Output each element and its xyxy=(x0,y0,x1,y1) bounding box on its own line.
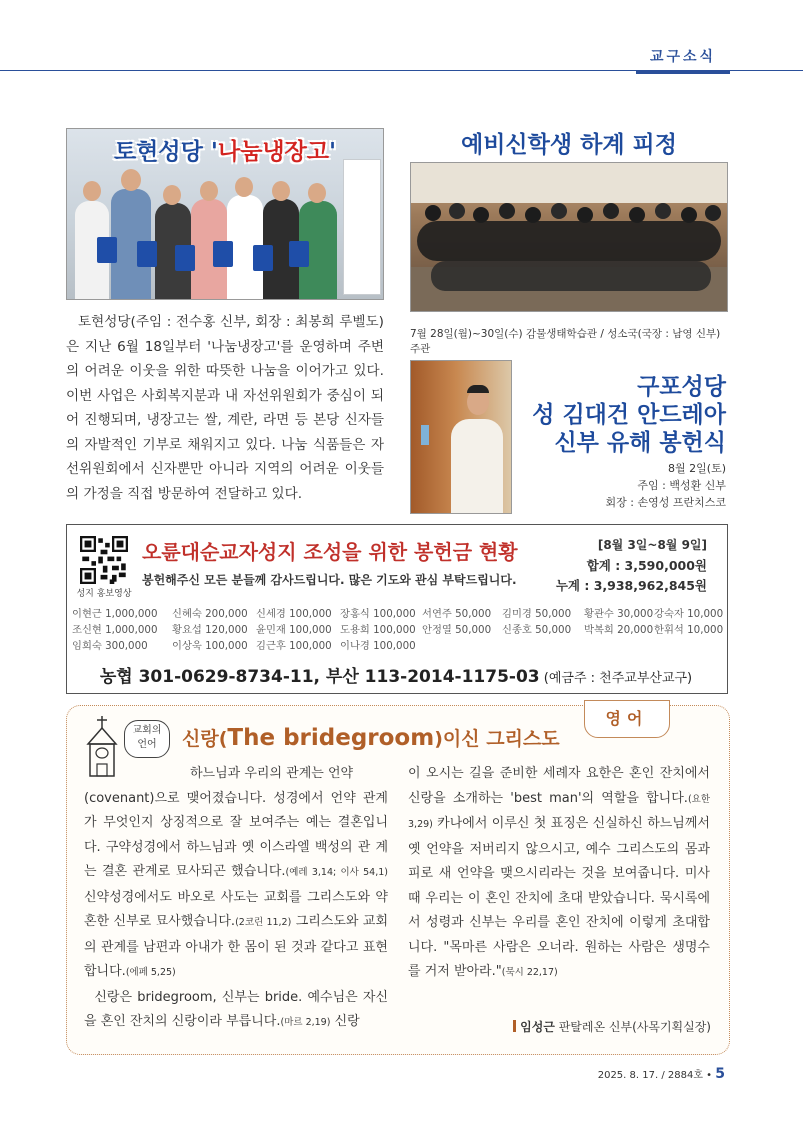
donor-entry: 강숙자 10,000 xyxy=(654,608,724,620)
donor-entry: 신종호 50,000 xyxy=(502,624,572,636)
tohyeon-photo xyxy=(66,128,384,300)
tohyeon-article-body: 토현성당(주임 : 전수홍 신부, 회장 : 최봉희 루벨도)은 지난 6월 18일부터 '나눔냉장고'를 운영하며 주변의 어려운 이웃을 위한 따뜻한 나눔을 이어가고 있다. 이번 사업은 사회복지분과 내 자선위원회가 중심이 되어 진행되며, 냉장고는 쌀, 계란, 라면 등 본당 신자들의 자발적인 기부로 채워지고 있다. 나눔 식품들은 자선위원회에서 신자뿐만 아니라 지역의 어려운 이웃들의 가정을 직접 방문하여 전달하고 있다. xyxy=(66,314,384,502)
donation-thanks: 봉헌해주신 모든 분들께 감사드립니다. 많은 기도와 관심 부탁드립니다. xyxy=(142,573,517,587)
gupo-president: 회장 : 손영성 프란치스코 xyxy=(605,496,726,509)
page-number: 5 xyxy=(715,1066,725,1082)
donation-cumulative: 누계 : 3,938,962,845원 xyxy=(555,578,707,593)
gupo-title-line1: 구포성당 xyxy=(637,374,726,400)
english-column-right: 이 오시는 길을 준비한 세례자 요한은 혼인 잔치에서 신랑을 소개하는 'best man'의 역할을 합니다.(요한 3,29) 카나에서 이루신 첫 표징은 신실하신 하느님께서 옛 언약을 저버리지 않으시고, 예수 그리스도의 몸과 피로 새 언약을 맺으시리라는 것을 보여줍니다. 미사 때 우리는 이 혼인 잔치에 초대 받았습니다. 묵시록에서 성령과 신부는 우리를 혼인 잔치에 이렇게 초대합니다. "목마른 사람은 오너라. 원하는 사람은 생명수를 거저 받아라."(묵시 22,17) xyxy=(408,766,710,979)
donor-entry: 임희숙 300,000 xyxy=(72,640,148,652)
donor-entry: 김미경 50,000 xyxy=(502,608,572,620)
donation-total: 합계 : 3,590,000원 xyxy=(586,558,707,573)
english-column-left: 하느님과 우리의 관계는 언약 (covenant)으로 맺어졌습니다. 성경에서 언약 관계 가 무엇인지 상징적으로 잘 보여주는 예는 결혼입니 다. 구약성경에서 하느님과 옛 이스라엘 백성의 관 계는 결혼 관계로 묘사되곤 했습니다.(예레 3,14; 이사 54,1) 신약성경에서도 바오로 사도는 교회를 그리스도와 약혼한 신부로 묘사했습니다.(2코린 11,2) 그리스도와 교회의 관계를 남편과 아내가 한 몸이 된 것과 같다고 표현합니다.(에페 5,25) 신랑은 bridegroom, 신부는 bride. 예수님은 자신을 혼인 잔치의 신랑이라 부릅니다.(마르 2,19) 신랑 xyxy=(84,766,389,1029)
donor-entry: 이나경 100,000 xyxy=(340,640,416,652)
donor-entry: 안정열 50,000 xyxy=(422,624,492,636)
donor-entry: 황요섭 120,000 xyxy=(172,624,248,636)
qr-label: 성지 홍보영상 xyxy=(76,589,132,599)
donation-period: [8월 3일~8월 9일] xyxy=(597,538,707,552)
seminary-retreat-photo xyxy=(410,162,728,312)
donor-entry: 김근후 100,000 xyxy=(256,640,332,652)
header-accent-bar xyxy=(636,70,730,74)
donor-entry: 도용희 100,000 xyxy=(340,624,416,636)
donor-entry: 신세경 100,000 xyxy=(256,608,332,620)
page-footer: 2025. 8. 17. / 2884호 • 5 xyxy=(597,1066,725,1082)
donation-title: 오륜대순교자성지 조성을 위한 봉헌금 현황 xyxy=(142,540,518,564)
gupo-date: 8월 2일(토) xyxy=(668,462,726,475)
gupo-relic-photo xyxy=(410,360,512,514)
donor-entry: 이상욱 100,000 xyxy=(172,640,248,652)
donor-entry: 이현근 1,000,000 xyxy=(72,608,158,620)
gupo-title-line2: 성 김대건 안드레아 xyxy=(532,402,726,428)
section-label: 교구소식 xyxy=(649,49,717,65)
sharing-fridge-poster xyxy=(343,159,381,295)
donor-entry: 서연주 50,000 xyxy=(422,608,492,620)
english-column-title: 신랑(The bridegroom)이신 그리스도 xyxy=(182,725,560,751)
author-line: 임성근 판탈레온 신부(사목기획실장) xyxy=(513,1018,711,1035)
gupo-pastor: 주임 : 백성환 신부 xyxy=(637,479,726,492)
bank-holder: (예금주 : 천주교부산교구) xyxy=(539,671,693,686)
donor-entry: 황관수 30,000 xyxy=(584,608,654,620)
donor-entry: 신혜숙 200,000 xyxy=(172,608,248,620)
tohyeon-photo-title: 토현성당 '나눔냉장고' xyxy=(113,139,337,165)
donor-entry: 장홍식 100,000 xyxy=(340,608,416,620)
gupo-title-line3: 신부 유해 봉헌식 xyxy=(554,430,726,456)
seminary-retreat-title: 예비신학생 하계 피정 xyxy=(461,132,677,158)
seminary-retreat-caption: 7월 28일(월)~30일(수) 감물생태학습관 / 성소국(국장 : 남영 신부) 주관 xyxy=(410,328,721,355)
donor-entry: 박복희 20,000 xyxy=(584,624,654,636)
bank-accounts: 농협 301-0629-8734-11, 부산 113-2014-1175-03 xyxy=(99,667,540,687)
donor-list xyxy=(72,607,724,654)
english-tab: 영어 xyxy=(584,700,670,738)
donor-entry: 조신현 1,000,000 xyxy=(72,624,158,636)
donor-entry: 한휘석 10,000 xyxy=(654,624,724,636)
bank-account-line xyxy=(66,662,726,687)
church-language-bubble: 교회의 언어 xyxy=(124,720,170,758)
donor-entry: 윤민재 100,000 xyxy=(256,624,332,636)
qr-code-icon[interactable] xyxy=(80,536,128,584)
